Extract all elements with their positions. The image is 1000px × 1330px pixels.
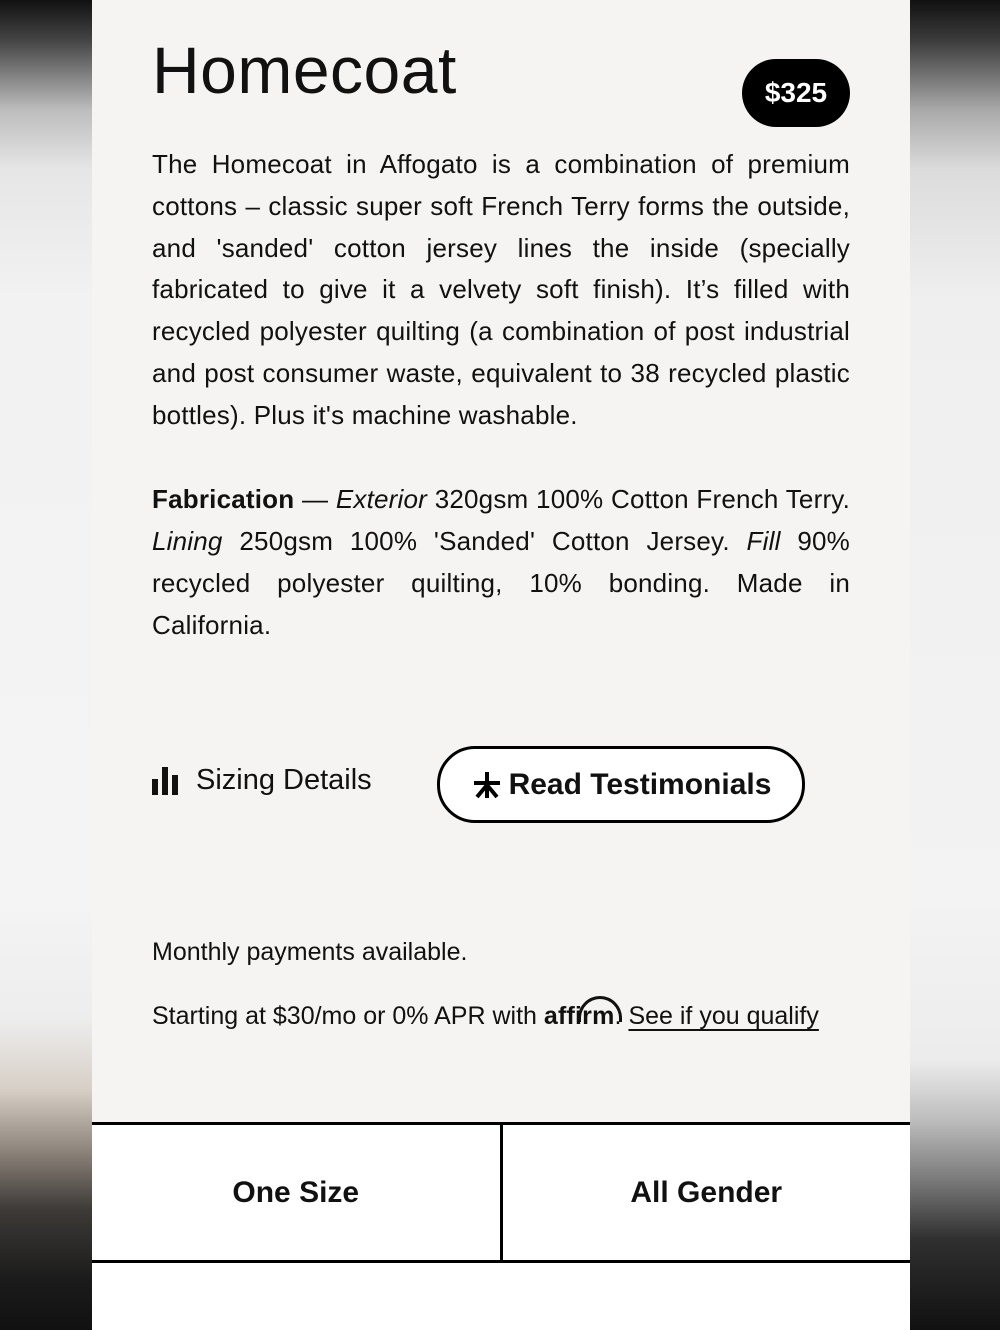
- product-options-bar: [92, 1122, 910, 1263]
- background-left-edge: [0, 0, 92, 1330]
- fill-text: 90% recycled polyester quilting, 10% bonding. Made in California.: [152, 526, 850, 640]
- bottom-blank-area: [92, 1263, 910, 1330]
- affirm-payment-line: [152, 1002, 819, 1031]
- lining-label: Lining: [152, 526, 223, 556]
- option-all-gender[interactable]: All Gender: [500, 1125, 911, 1260]
- fabrication-dash: —: [302, 484, 329, 514]
- affirm-logo: [544, 1002, 615, 1030]
- monthly-payments-text: Monthly payments available.: [152, 938, 468, 966]
- product-detail-panel: [92, 0, 910, 1330]
- affirm-period: .: [614, 1002, 622, 1030]
- exterior-label: Exterior: [335, 484, 428, 514]
- see-if-you-qualify-link[interactable]: See if you qualify: [628, 1002, 819, 1030]
- fabrication-heading: Fabrication: [152, 484, 295, 514]
- asterisk-icon: [471, 769, 503, 801]
- affirm-arc-icon: [578, 996, 622, 1022]
- fabrication-details: [152, 478, 850, 646]
- read-testimonials-button[interactable]: [437, 746, 805, 823]
- lining-text: 250gsm 100% 'Sanded' Cotton Jersey.: [239, 526, 730, 556]
- product-description: The Homecoat in Affogato is a combination of premium cottons – classic super soft French Terry forms the outside, and 'sanded' cotton jersey lines the inside (specially fabricated to give it a velvety soft finish). It’s filled with recycled polyester quilting (a combination of post industrial and post consumer waste, equivalent to 38 recycled plastic bottles). Plus it's machine washable.: [152, 149, 850, 430]
- exterior-text: 320gsm 100% Cotton French Terry.: [434, 484, 850, 514]
- product-title: Homecoat: [152, 33, 457, 107]
- sizing-details-link[interactable]: [152, 764, 372, 797]
- starting-price-text: Starting at $30/mo or 0% APR with: [152, 1002, 537, 1030]
- bar-chart-icon: [152, 767, 178, 795]
- fill-label: Fill: [746, 526, 781, 556]
- affirm-brand-text: affirm: [543, 1002, 615, 1030]
- sizing-details-label: Sizing Details: [196, 764, 372, 796]
- background-right-edge: [910, 0, 1000, 1330]
- option-one-size[interactable]: One Size: [232, 1175, 360, 1209]
- read-testimonials-label: Read Testimonials: [508, 767, 772, 801]
- price-badge: $325: [742, 59, 850, 127]
